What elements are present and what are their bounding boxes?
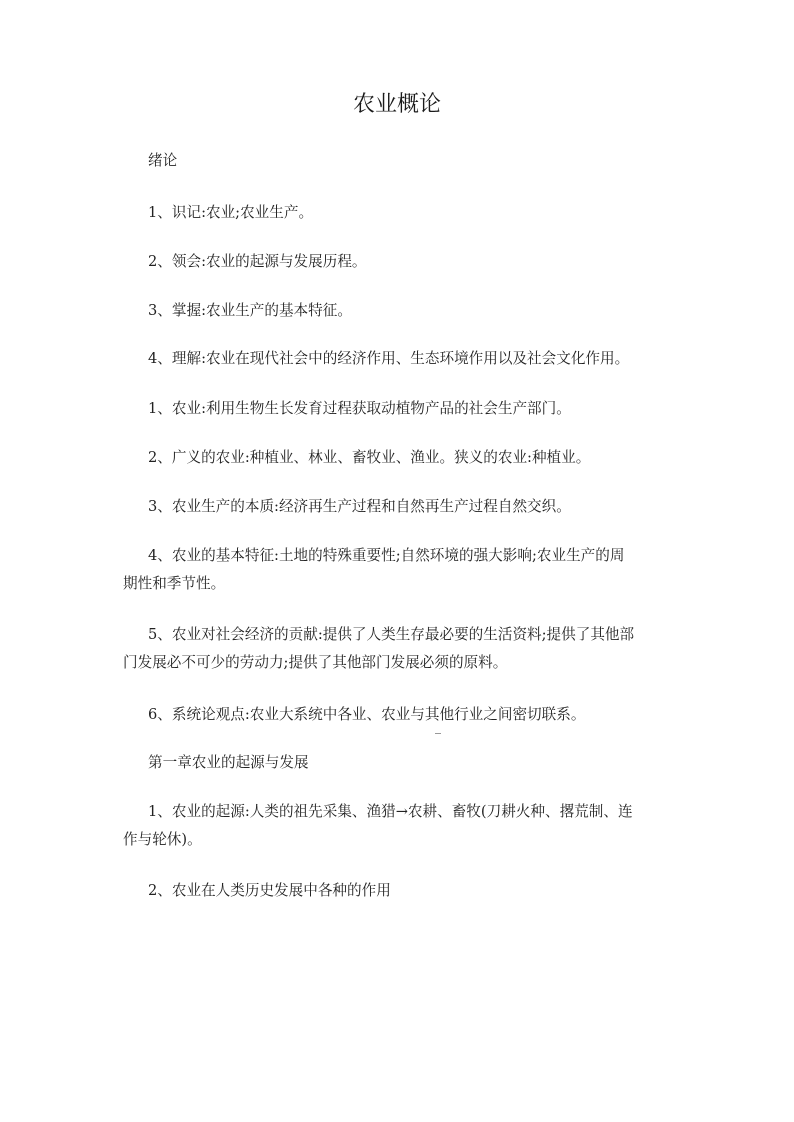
paragraph-line: 4、理解:农业在现代社会中的经济作用、生态环境作用以及社会文化作用。 (148, 350, 630, 367)
chapter-heading (123, 749, 683, 777)
paragraph (123, 798, 683, 854)
paragraph (123, 297, 683, 325)
paragraph-line: 期性和季节性。 (123, 575, 226, 592)
paragraph-line: 门发展必不可少的劳动力;提供了其他部门发展必须的原料。 (123, 654, 508, 671)
document-title: 农业概论 (352, 92, 441, 117)
paragraph (123, 621, 683, 677)
paragraph (123, 877, 683, 905)
paragraph (123, 493, 683, 521)
paragraph-line: 绪论 (148, 152, 178, 169)
paragraph-line: 6、系统论观点:农业大系统中各业、农业与其他行业之间密切联系。 (148, 706, 586, 723)
paragraph (123, 444, 683, 472)
paragraph (123, 395, 683, 423)
section-heading-introduction (123, 147, 683, 175)
paragraph (123, 345, 683, 373)
paragraph-line: 3、农业生产的本质:经济再生产过程和自然再生产过程自然交织。 (148, 498, 571, 515)
paragraph (123, 248, 683, 276)
paragraph-line: 4、农业的基本特征:土地的特殊重要性;自然环境的强大影响;农业生产的周 (148, 547, 625, 564)
paragraph-line: 2、广义的农业:种植业、林业、畜牧业、渔业。狭义的农业:种植业。 (148, 449, 591, 466)
divider-mark (435, 733, 441, 734)
paragraph-line: 作与轮休)。 (123, 831, 202, 848)
paragraph (123, 199, 683, 227)
paragraph (123, 542, 683, 598)
paragraph-line: 3、掌握:农业生产的基本特征。 (148, 302, 352, 319)
paragraph-line: 2、农业在人类历史发展中各种的作用 (148, 882, 391, 899)
paragraph (123, 701, 683, 729)
paragraph-line: 2、领会:农业的起源与发展历程。 (148, 253, 367, 270)
paragraph-line: 1、农业:利用生物生长发育过程获取动植物产品的社会生产部门。 (148, 400, 571, 417)
paragraph-line: 5、农业对社会经济的贡献:提供了人类生存最必要的生活资料;提供了其他部 (148, 626, 635, 643)
paragraph-line: 1、识记:农业;农业生产。 (148, 204, 314, 221)
paragraph-line: 第一章农业的起源与发展 (148, 754, 309, 771)
paragraph-line: 1、农业的起源:人类的祖先采集、渔猎→农耕、畜牧(刀耕火种、撂荒制、连 (148, 803, 633, 820)
